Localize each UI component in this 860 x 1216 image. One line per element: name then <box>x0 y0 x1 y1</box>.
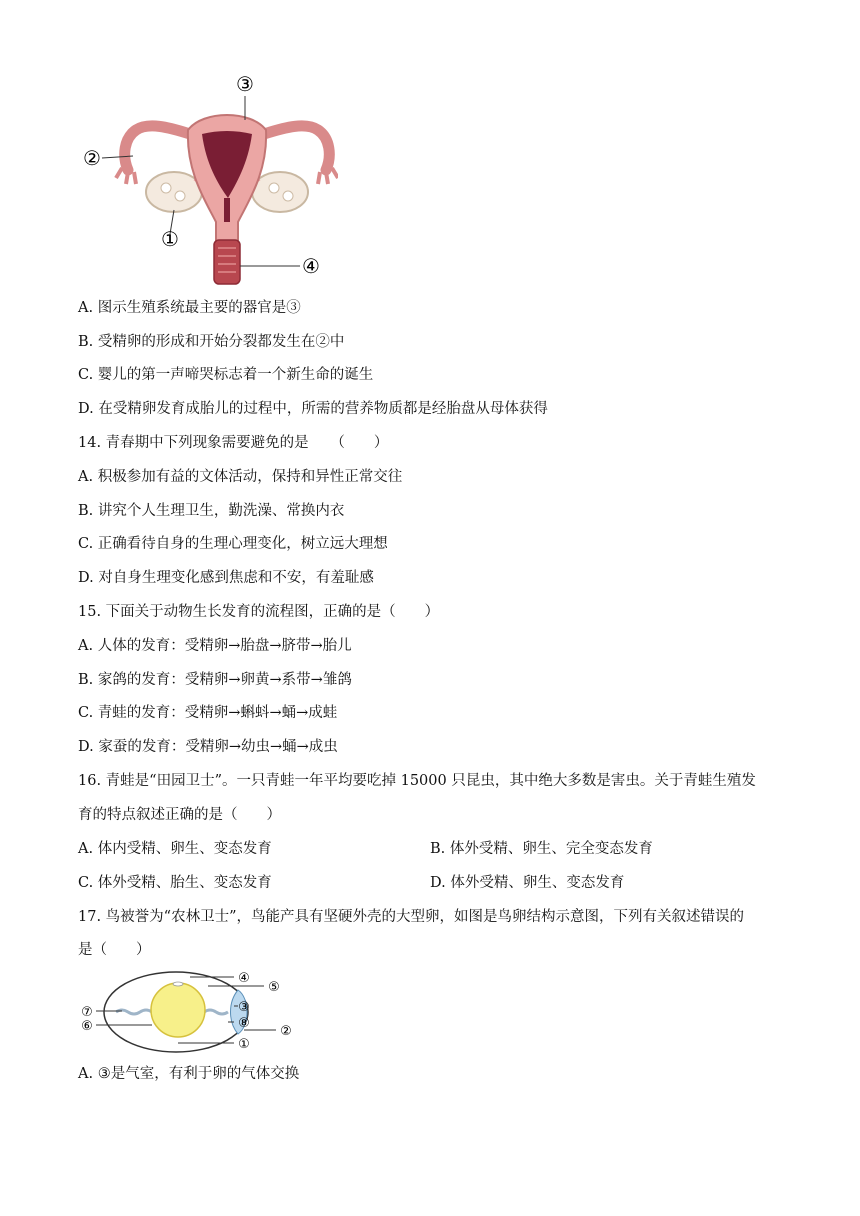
q14-option-b: B. 讲究个人生理卫生，勤洗澡、常换内衣 <box>78 503 345 519</box>
q15-option-d: D. 家蚕的发育：受精卵→幼虫→蛹→成虫 <box>78 739 338 755</box>
q16-stem-line2: 育的特点叙述正确的是（ ） <box>78 807 281 823</box>
q17-stem-line1: 17. 鸟被誉为“农林卫士”，鸟能产具有坚硬外壳的大型卵，如图是鸟卵结构示意图，下列有关叙述错误的 <box>78 909 744 925</box>
q16-option-b: B. 体外受精、卵生、完全变态发育 <box>430 841 653 857</box>
q13-option-d: D. 在受精卵发育成胎儿的过程中，所需的营养物质都是经胎盘从母体获得 <box>78 401 548 417</box>
bird-egg-structure-diagram <box>78 968 308 1058</box>
q13-option-b: B. 受精卵的形成和开始分裂都发生在②中 <box>78 334 345 350</box>
q14-option-c: C. 正确看待自身的生理心理变化，树立远大理想 <box>78 536 388 552</box>
q14-option-a: A. 积极参加有益的文体活动，保持和异性正常交往 <box>78 469 403 485</box>
q16-stem-line1: 16. 青蛙是“田园卫士”。一只青蛙一年平均要吃掉 15000 只昆虫，其中绝大多数是害虫。关于青蛙生殖发 <box>78 773 756 789</box>
q17-stem-line2: 是（ ） <box>78 942 151 958</box>
label-4: ④ <box>302 254 320 278</box>
q15-option-a: A. 人体的发育：受精卵→胎盘→脐带→胎儿 <box>78 638 352 654</box>
egg-label-1: ① <box>238 1037 250 1052</box>
egg-label-6: ⑥ <box>81 1019 93 1034</box>
label-1: ① <box>161 227 179 251</box>
q14-option-d: D. 对自身生理变化感到焦虑和不安，有羞耻感 <box>78 570 374 586</box>
q16-option-d: D. 体外受精、卵生、变态发育 <box>430 875 625 891</box>
label-3: ③ <box>236 72 254 96</box>
egg-label-7: ⑦ <box>81 1005 93 1020</box>
egg-label-5: ⑤ <box>268 980 280 995</box>
q13-option-a: A. 图示生殖系统最主要的器官是③ <box>78 300 301 316</box>
q14-stem: 14. 青春期中下列现象需要避免的是 （ ） <box>78 435 389 451</box>
egg-label-8: ⑧ <box>238 1016 250 1031</box>
egg-label-4: ④ <box>238 971 250 986</box>
label-2: ② <box>83 146 101 170</box>
q13-option-c: C. 婴儿的第一声啼哭标志着一个新生命的诞生 <box>78 367 374 383</box>
q15-option-c: C. 青蛙的发育：受精卵→蝌蚪→蛹→成蛙 <box>78 705 338 721</box>
egg-label-3: ③ <box>238 1000 250 1015</box>
q16-option-a: A. 体内受精、卵生、变态发育 <box>78 841 272 857</box>
q16-option-c: C. 体外受精、胎生、变态发育 <box>78 875 272 891</box>
q17-option-a: A. ③是气室，有利于卵的气体交换 <box>78 1066 300 1082</box>
egg-label-2: ② <box>280 1024 292 1039</box>
female-reproductive-system-diagram <box>78 72 338 290</box>
q15-stem: 15. 下面关于动物生长发育的流程图，正确的是（ ） <box>78 604 440 620</box>
q15-option-b: B. 家鸽的发育：受精卵→卵黄→系带→雏鸽 <box>78 672 352 688</box>
